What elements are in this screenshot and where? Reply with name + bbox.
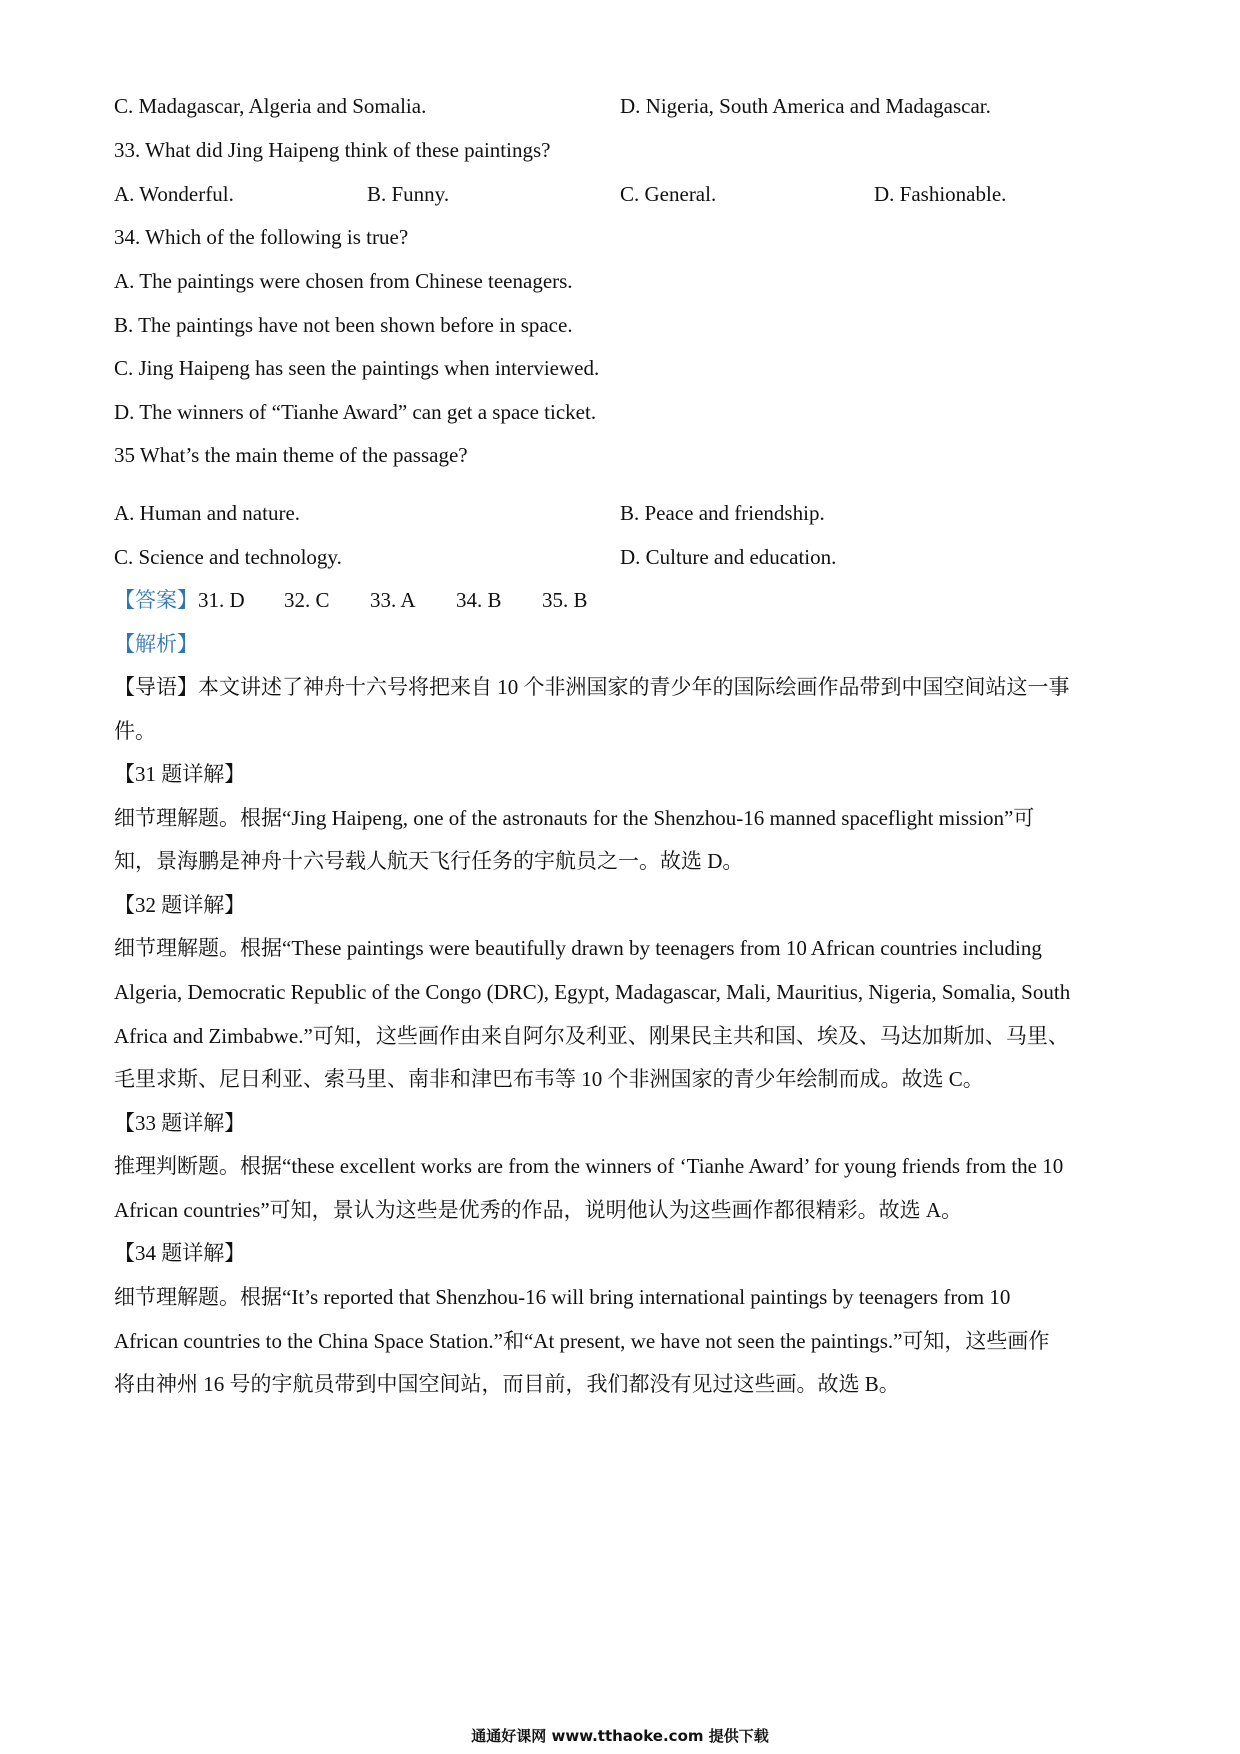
q33-option-d: D. Fashionable. <box>874 182 1007 206</box>
q35-option-a: A. Human and nature. <box>114 501 301 525</box>
q35-option-d: D. Culture and education. <box>620 545 837 569</box>
q32-detail-line-2: Algeria, Democratic Republic of the Congo (DRC), Egypt, Madagascar, Mali, Mauritius, Nigeria, Somalia, South <box>114 980 1071 1004</box>
q33-option-b: B. Funny. <box>367 182 450 206</box>
q33-detail-line-1: 推理判断题。根据“these excellent works are from the winners of ‘Tianhe Award’ for young friends from the 10 <box>114 1154 1064 1178</box>
answer-item: 35. B <box>542 588 588 612</box>
q34-detail-heading: 【34 题详解】 <box>114 1241 246 1265</box>
q35-option-c: C. Science and technology. <box>114 545 342 569</box>
q34-option-c: C. Jing Haipeng has seen the paintings when interviewed. <box>114 356 600 380</box>
q33-question: 33. What did Jing Haipeng think of these paintings? <box>114 138 551 162</box>
q31-detail-line-2: 知，景海鹏是神舟十六号载人航天飞行任务的宇航员之一。故选 D。 <box>114 849 744 873</box>
q32-option-c: C. Madagascar, Algeria and Somalia. <box>114 94 427 118</box>
q31-detail-line-1: 细节理解题。根据“Jing Haipeng, one of the astronauts for the Shenzhou-16 manned spaceflight mission”可 <box>114 806 1035 830</box>
q34-option-a: A. The paintings were chosen from Chinese teenagers. <box>114 269 573 293</box>
answer-label: 【答案】 <box>114 588 198 612</box>
q33-option-c: C. General. <box>620 182 717 206</box>
answer-item: 33. A <box>370 588 416 612</box>
footer-watermark: 通通好课网 www.tthaoke.com 提供下载 <box>471 1727 769 1745</box>
q34-detail-line-1: 细节理解题。根据“It’s reported that Shenzhou-16 will bring international paintings by teenagers from 10 <box>114 1285 1011 1309</box>
q32-option-d: D. Nigeria, South America and Madagascar. <box>620 94 991 118</box>
q32-detail-line-4: 毛里求斯、尼日利亚、索马里、南非和津巴布韦等 10 个非洲国家的青少年绘制而成。故选 C。 <box>114 1067 984 1091</box>
q34-detail-line-2: African countries to the China Space Station.”和“At present, we have not seen the paintings.”可知，这些画作 <box>114 1329 1050 1353</box>
q32-detail-line-3: Africa and Zimbabwe.”可知，这些画作由来自阿尔及利亚、刚果民主共和国、埃及、马达加斯加、马里、 <box>114 1024 1069 1048</box>
answer-item: 32. C <box>284 588 330 612</box>
answer-item: 31. D <box>198 588 245 612</box>
q32-detail-line-1: 细节理解题。根据“These paintings were beautifully drawn by teenagers from 10 African countries including <box>114 936 1042 960</box>
q33-option-a: A. Wonderful. <box>114 182 234 206</box>
intro-line-1: 【导语】本文讲述了神舟十六号将把来自 10 个非洲国家的青少年的国际绘画作品带到中国空间站这一事 <box>114 675 1070 699</box>
intro-line-2: 件。 <box>114 719 156 743</box>
q34-detail-line-3: 将由神州 16 号的宇航员带到中国空间站，而目前，我们都没有见过这些画。故选 B。 <box>114 1372 900 1396</box>
q34-option-b: B. The paintings have not been shown before in space. <box>114 313 573 337</box>
analysis-label: 【解析】 <box>114 632 198 656</box>
answer-item: 34. B <box>456 588 502 612</box>
answer-key <box>114 586 588 614</box>
q34-question: 34. Which of the following is true? <box>114 225 409 249</box>
q35-option-b: B. Peace and friendship. <box>620 501 825 525</box>
q33-detail-heading: 【33 题详解】 <box>114 1111 246 1135</box>
q35-question: 35 What’s the main theme of the passage? <box>114 443 468 467</box>
q34-option-d: D. The winners of “Tianhe Award” can get a space ticket. <box>114 400 597 424</box>
q33-detail-line-2: African countries”可知，景认为这些是优秀的作品，说明他认为这些画作都很精彩。故选 A。 <box>114 1198 963 1222</box>
q32-detail-heading: 【32 题详解】 <box>114 893 246 917</box>
q31-detail-heading: 【31 题详解】 <box>114 762 246 786</box>
